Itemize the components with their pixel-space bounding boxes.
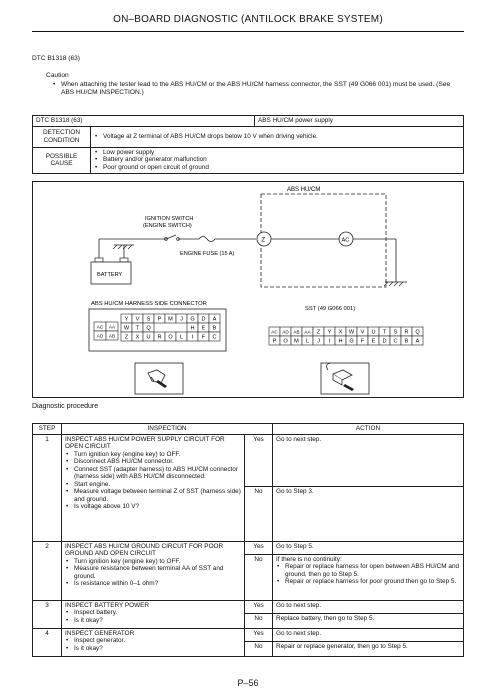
- sst-pin-label: AC: [271, 329, 278, 335]
- cause-item: • Battery and/or generator malfunction: [94, 156, 460, 164]
- caution-item: • When attaching the tester lead to the ABS HU/CM or the ABS HU/CM harness connector, the SST (49 G066 001) must be used. (See ABS HU/CM INSPECTION.): [52, 81, 462, 97]
- ground-icon: [384, 282, 407, 286]
- fuse-icon: [199, 237, 215, 242]
- sst-pin-label: G: [349, 338, 354, 345]
- sst-pin-label: I: [328, 338, 331, 345]
- yes-label: Yes: [245, 628, 273, 641]
- sst-pin-label: H: [338, 338, 343, 345]
- harness-pin-label: C: [212, 334, 217, 341]
- battery-terminal-icon: [95, 258, 103, 262]
- no-action-lead: If there is no continuity:: [276, 555, 342, 563]
- sst-pin-label: P: [272, 338, 277, 345]
- detection-label: DETECTION CONDITION: [33, 126, 91, 147]
- sst-pin-label: R: [404, 329, 409, 336]
- col-header-step: STEP: [33, 424, 62, 435]
- cause-item: • Poor ground or open circuit of ground: [94, 164, 460, 172]
- sst-pin-label: U: [371, 329, 376, 336]
- sst-pin-label: L: [305, 338, 310, 345]
- harness-pin-label: AD: [96, 333, 104, 339]
- page-header-title: ON–BOARD DIAGNOSTIC (ANTILOCK BRAKE SYSTEM): [113, 14, 383, 25]
- fuse-label: ENGINE FUSE (15 A): [180, 251, 235, 257]
- sst-pin-label: AA: [304, 329, 311, 335]
- ignition-label-1: IGNITION SWITCH: [145, 216, 194, 222]
- col-header-action: ACTION: [273, 424, 464, 435]
- harness-pin-label: O: [168, 334, 173, 341]
- sst-pin-label: D: [382, 338, 387, 345]
- no-label: No: [245, 613, 273, 628]
- no-action: Repair or replace generator, then go to Step 5.: [273, 641, 464, 656]
- step-number: 4: [33, 628, 62, 656]
- step-inspection: [62, 434, 245, 541]
- harness-pin-label: Q: [146, 325, 151, 332]
- sst-pin-label: AB: [293, 329, 300, 335]
- terminal-ac-label: AC: [341, 237, 350, 244]
- sst-pin-label: S: [393, 329, 398, 336]
- sst-pin-label: O: [283, 338, 288, 345]
- detection-item: • Voltage at Z terminal of ABS HU/CM drops below 10 V when driving vehicle.: [94, 133, 460, 141]
- sst-pin-label: Q: [415, 329, 420, 336]
- inspection-item: • Connect SST (adapter harness) to ABS HU/CM connector (harness side) with ABS HU/CM disconnected.: [65, 466, 241, 481]
- no-label: No: [245, 486, 273, 541]
- ignition-label-2: (ENGINE SWITCH): [143, 223, 192, 229]
- dtc-name-cell: ABS HU/CM power supply: [255, 116, 464, 127]
- inspection-item: • Repair or replace harness for poor ground then go to Step 5.: [276, 578, 460, 586]
- harness-pin-label: M: [168, 316, 173, 323]
- wiring-diagram-svg: [33, 182, 463, 397]
- harness-pin-label: F: [201, 334, 206, 341]
- cause-item: • Low power supply: [94, 149, 460, 157]
- dtc-table: [32, 115, 464, 174]
- sst-pin-label: W: [348, 329, 355, 336]
- sst-pin-label: M: [294, 338, 299, 345]
- battery-terminal-icon: [120, 258, 128, 262]
- no-label: No: [245, 554, 273, 600]
- sst-pin-label: E: [371, 338, 376, 345]
- cause-label: POSSIBLE CAUSE: [33, 147, 91, 173]
- cause-cell: [91, 147, 464, 173]
- inspection-item: • Measure resistance between terminal AA of SST and ground.: [65, 565, 241, 580]
- step-inspection: [62, 600, 245, 628]
- caution-text: [52, 81, 462, 97]
- diagnostic-procedure-title: Diagnostic procedure: [32, 403, 99, 410]
- sst-pin-label: V: [360, 329, 365, 336]
- harness-pin-label: W: [123, 325, 130, 332]
- sst-pin-label: X: [338, 329, 343, 336]
- page-number: P–56: [237, 678, 259, 688]
- no-label: No: [245, 641, 273, 656]
- sst-pin-label: T: [382, 329, 387, 336]
- harness-pin-label: L: [179, 334, 184, 341]
- harness-pin-label: B: [212, 325, 217, 332]
- inspection-item: • Is voltage above 10 V?: [65, 503, 241, 511]
- inspection-item: • Disconnect ABS HU/CM connector.: [65, 458, 241, 466]
- harness-pin-label: H: [190, 325, 195, 332]
- dtc-code-cell: DTC B1318 (63): [33, 116, 255, 127]
- yes-label: Yes: [245, 541, 273, 554]
- yes-action: Go to next step.: [273, 628, 464, 641]
- sst-pin-label: Y: [327, 329, 332, 336]
- harness-pin-label: AA: [108, 324, 116, 330]
- inspection-item: • Turn ignition key (engine key) to OFF.: [65, 558, 241, 566]
- sst-connector: [269, 327, 423, 345]
- harness-pin-label: AB: [108, 333, 116, 339]
- step-number: 3: [33, 600, 62, 628]
- harness-pin-label: P: [157, 316, 162, 323]
- harness-connector-label: ABS HU/CM HARNESS SIDE CONNECTOR: [91, 301, 207, 307]
- diagnostic-table: [32, 423, 464, 657]
- harness-pin-label: T: [135, 325, 140, 332]
- step-title: INSPECT GENERATOR: [65, 629, 135, 637]
- sst-pin-label: Z: [316, 329, 321, 336]
- col-header-inspection: INSPECTION: [62, 424, 273, 435]
- harness-pin-label: E: [201, 325, 206, 332]
- sst-label: SST (49 G066 001): [305, 306, 356, 312]
- harness-pin-label: V: [135, 316, 140, 323]
- yes-label: Yes: [245, 434, 273, 486]
- sst-pin-label: J: [317, 338, 320, 345]
- caution-title: Caution: [46, 72, 69, 79]
- sst-pin-label: C: [393, 338, 398, 345]
- step-number: 2: [33, 541, 62, 600]
- harness-pin-label: R: [157, 334, 162, 341]
- step-title: INSPECT BATTERY POWER: [65, 601, 150, 609]
- inspection-item: • Is resistance within 0–1 ohm?: [65, 580, 241, 588]
- harness-pin-label: Y: [124, 316, 129, 323]
- harness-pin-label: I: [191, 334, 194, 341]
- inspection-item: • Is it okay?: [65, 617, 241, 625]
- harness-pin-label: D: [201, 316, 206, 323]
- battery-label: BATTERY: [97, 272, 123, 278]
- no-action: Replace battery, then go to Step 5.: [273, 613, 464, 628]
- no-action: [273, 554, 464, 600]
- step-inspection: [62, 541, 245, 600]
- sst-pin-label: F: [360, 338, 365, 345]
- wiring-diagram: [32, 181, 464, 398]
- harness-pin-label: G: [190, 316, 195, 323]
- sst-pin-label: A: [415, 338, 420, 345]
- abs-unit-outline: [261, 194, 386, 287]
- yes-label: Yes: [245, 600, 273, 613]
- inspection-item: • Is it okay?: [65, 645, 241, 653]
- no-action: Go to Step 3.: [273, 486, 464, 541]
- abs-unit-label: ABS HU/CM: [287, 187, 321, 193]
- inspection-item: • Turn ignition key (engine key) to OFF.: [65, 451, 241, 459]
- connector-photo-left: [135, 363, 183, 394]
- harness-pin-label: J: [180, 316, 183, 323]
- sst-pin-label: B: [404, 338, 409, 345]
- dtc-heading: DTC B1318 (63): [32, 55, 81, 62]
- step-number: 1: [33, 434, 62, 541]
- harness-pin-label: A: [212, 316, 217, 323]
- step-inspection: [62, 628, 245, 656]
- harness-connector: [89, 309, 226, 351]
- step-title: INSPECT ABS HU/CM GROUND CIRCUIT FOR POOR GROUND AND OPEN CIRCUIT: [65, 542, 224, 557]
- harness-pin-label: Z: [124, 334, 129, 341]
- harness-pin-label: AC: [96, 324, 104, 330]
- harness-pin-label: U: [146, 334, 151, 341]
- inspection-item: • Inspect battery.: [65, 609, 241, 617]
- yes-action: Go to next step.: [273, 600, 464, 613]
- yes-action: Go to next step.: [273, 434, 464, 486]
- header-rule: [32, 31, 464, 32]
- ground-icon: [113, 245, 134, 249]
- sst-pin-label: AD: [282, 329, 289, 335]
- harness-pin-label: S: [146, 316, 151, 323]
- inspection-item: • Inspect generator.: [65, 637, 241, 645]
- harness-pin-label: X: [135, 334, 140, 341]
- yes-action: Go to Step 5.: [273, 541, 464, 554]
- inspection-item: • Repair or replace harness for open between ABS HU/CM and ground, then go to Step 5.: [276, 563, 460, 578]
- inspection-item: • Start engine.: [65, 481, 241, 489]
- inspection-item: • Measure voltage between terminal Z of SST (harness side) and ground.: [65, 488, 241, 503]
- terminal-z-label: Z: [261, 237, 266, 244]
- connector-photo-right: [321, 363, 369, 394]
- detection-cell: [91, 126, 464, 147]
- step-title: INSPECT ABS HU/CM POWER SUPPLY CIRCUIT FOR OPEN CIRCUIT: [65, 435, 225, 450]
